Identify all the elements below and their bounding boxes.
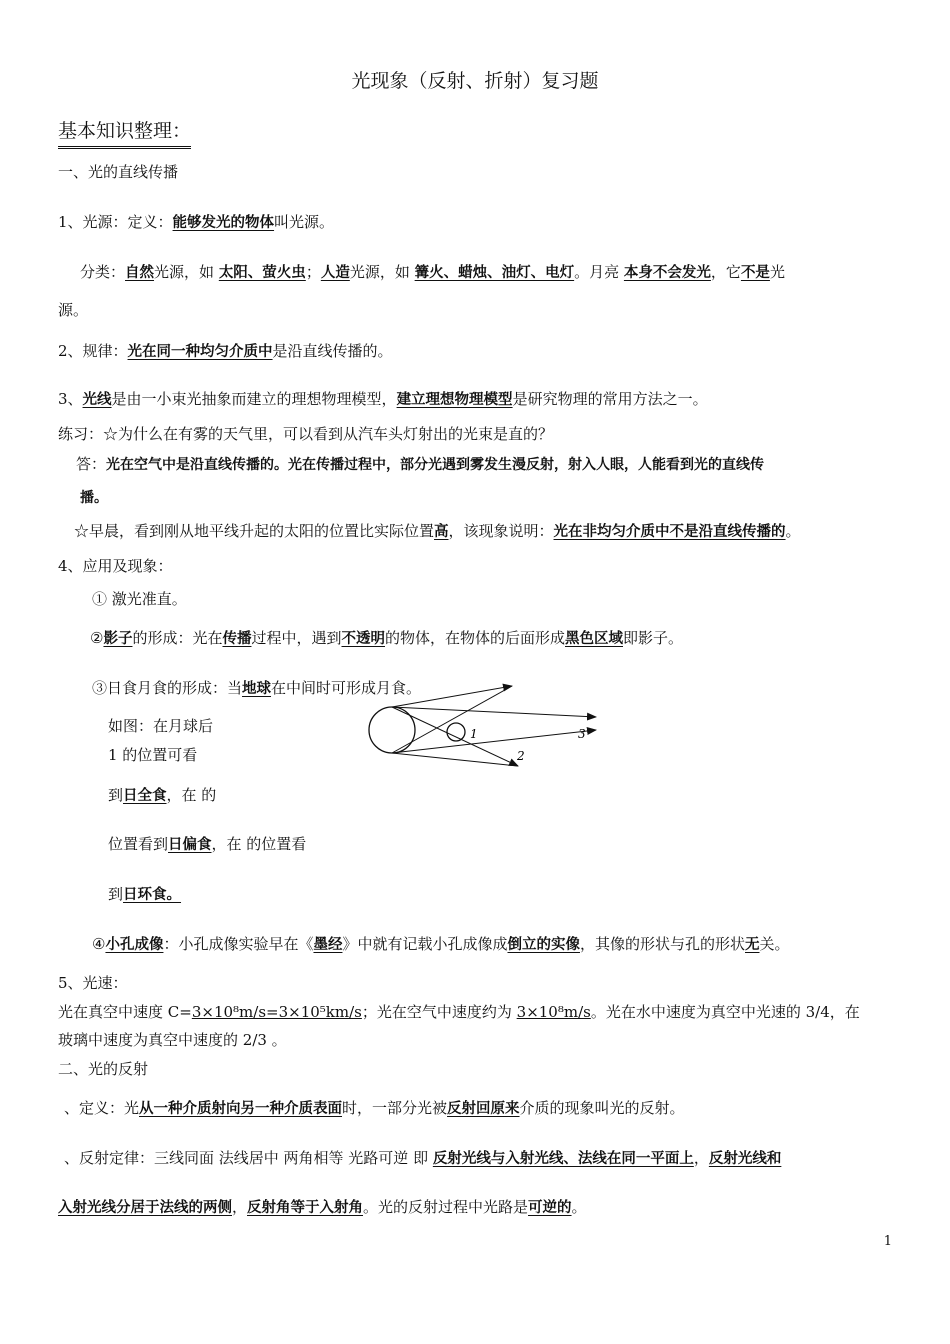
answer: 不是 — [740, 265, 770, 281]
sunrise-exercise — [74, 521, 801, 542]
answer: 不透明 — [341, 631, 385, 647]
section-heading: 基本知识整理： — [58, 118, 191, 149]
reflection-definition — [64, 1098, 685, 1119]
text: 光在真空中速度 C= — [58, 1003, 192, 1021]
text: 光 — [769, 263, 785, 281]
text: 在中间时可形成月食。 — [271, 679, 422, 697]
light-ray-model — [58, 389, 708, 410]
text: 、反射定律：三线同面 法线居中 两角相等 光路可逆 即 — [64, 1149, 433, 1167]
position-label-2: 2 — [517, 749, 525, 763]
answer: 光在同一种均匀介质中 — [127, 344, 273, 360]
text: 是研究物理的常用方法之一。 — [512, 390, 708, 408]
text: 2、规律： — [58, 342, 128, 360]
text: 过程中，遇到 — [251, 629, 342, 647]
answer: 光线 — [82, 392, 112, 408]
total-eclipse-line — [108, 785, 216, 806]
text: 位置看到 — [108, 835, 169, 853]
text: ， — [232, 1198, 248, 1216]
text: 到 — [108, 885, 124, 903]
answer: 能够发光的物体 — [172, 215, 275, 231]
exercise-question: 练习：☆为什么在有雾的天气里，可以看到从汽车头灯射出的光束是直的？ — [58, 425, 554, 443]
answer: 黑色区域 — [565, 631, 623, 647]
text: 。 — [571, 1198, 587, 1216]
answer: 反射角等于入射角 — [247, 1200, 364, 1216]
answer: 传播 — [222, 631, 252, 647]
answer: 太阳、萤火虫 — [218, 265, 306, 281]
text: 、定义：光 — [64, 1099, 140, 1117]
answer: 篝火、蜡烛、油灯、电灯 — [414, 265, 575, 281]
text: ， — [693, 1149, 709, 1167]
answer: 入射光线分居于法线的两侧 — [58, 1200, 232, 1216]
text-line: 1 的位置可看 — [108, 746, 198, 764]
page-number: 1 — [883, 1234, 892, 1249]
text: 介质的现象叫光的反射。 — [519, 1099, 685, 1117]
answer: 光在非均匀介质中不是沿直线传播的 — [553, 524, 786, 540]
laser-alignment: ① 激光准直。 — [92, 590, 187, 608]
light-source-definition — [58, 212, 334, 233]
text: ③日食月食的形成：当 — [92, 679, 243, 697]
partial-eclipse-line — [108, 834, 306, 855]
answer: 无 — [745, 937, 760, 953]
text: ，在 的位置看 — [211, 835, 307, 853]
text: 分类： — [80, 263, 126, 281]
answer: 从一种介质射向另一种介质表面 — [139, 1101, 343, 1117]
answer: 可逆的 — [528, 1200, 572, 1216]
text: 1、光源：定义： — [58, 213, 173, 231]
text: 答： — [76, 455, 107, 473]
position-label-3: 3 — [578, 727, 586, 741]
text: 的形成：光在 — [132, 629, 223, 647]
text: 是沿直线传播的。 — [272, 342, 393, 360]
propagation-rule — [58, 341, 393, 362]
text: 即影子。 — [623, 629, 684, 647]
answer: 墨经 — [313, 937, 343, 953]
text: ，该现象说明： — [448, 522, 554, 540]
text-line: 源。 — [58, 301, 89, 319]
answer: 人造 — [320, 265, 350, 281]
text: 3、 — [58, 390, 83, 408]
text: ；光在空气中速度约为 — [361, 1003, 517, 1021]
text: ，它 — [710, 263, 741, 281]
text: 。光的反射过程中光路是 — [363, 1198, 529, 1216]
ray-line — [392, 707, 518, 766]
section-1-title: 一、光的直线传播 — [58, 163, 179, 181]
answer: 高 — [434, 524, 449, 540]
text: ④ — [92, 935, 106, 953]
answer: 日全食 — [123, 788, 167, 804]
text-line: 如图：在月球后 — [108, 717, 214, 735]
text: ； — [305, 263, 321, 281]
answer: 播。 — [80, 490, 108, 506]
text: 到 — [108, 786, 124, 804]
text: 。光在水中速度为真空中光速的 3/4，在 — [590, 1003, 860, 1021]
exercise-answer — [76, 454, 764, 475]
text: 。 — [785, 522, 801, 540]
answer: 3×10⁸m/s=3×10⁵km/s — [191, 1003, 362, 1021]
section-2-title: 二、光的反射 — [58, 1060, 149, 1078]
text-line: 玻璃中速度为真空中速度的 2/3 。 — [58, 1031, 287, 1049]
speed-title: 5、光速： — [58, 974, 128, 992]
text: ：小孔成像实验早在《 — [163, 935, 314, 953]
answer: 3×10⁸m/s — [516, 1003, 591, 1021]
sun-circle — [369, 707, 415, 753]
answer: 倒立的实像 — [507, 937, 580, 953]
answer: 本身不会发光 — [623, 265, 711, 281]
answer: 日环食。 — [123, 887, 182, 903]
answer: 反射光线与入射光线、法线在同一平面上 — [432, 1151, 694, 1167]
page-title: 光现象（反射、折射）复习题 — [351, 70, 599, 92]
answer: 建立理想物理模型 — [396, 392, 513, 408]
text: 》中就有记载小孔成像成 — [342, 935, 508, 953]
position-label-1: 1 — [470, 727, 478, 741]
answer: 小孔成像 — [105, 937, 164, 953]
eclipse-diagram — [360, 680, 610, 770]
answer: 地球 — [242, 681, 272, 697]
text: 。月亮 — [574, 263, 620, 281]
text: ☆早晨，看到刚从地平线升起的太阳的位置比实际位置 — [74, 522, 435, 540]
text: ，其像的形状与孔的形状 — [579, 935, 745, 953]
moon-circle — [447, 723, 465, 741]
reflection-law-continued — [58, 1197, 587, 1218]
shadow-formation — [90, 628, 683, 649]
ray-line — [392, 730, 596, 753]
text: 关。 — [759, 935, 790, 953]
light-source-classification — [80, 262, 785, 283]
text: 光源，如 — [154, 263, 215, 281]
ray-line — [392, 707, 596, 717]
text: 是由一小束光抽象而建立的理想物理模型， — [111, 390, 397, 408]
annular-eclipse-line — [108, 884, 181, 905]
text: 时，一部分光被 — [342, 1099, 448, 1117]
text: ，在 的 — [166, 786, 217, 804]
speed-of-light — [58, 1002, 860, 1022]
text: 光源，如 — [349, 263, 410, 281]
answer: 反射光线和 — [708, 1151, 782, 1167]
answer: 影子 — [103, 631, 133, 647]
text: ② — [90, 629, 104, 647]
text: 的物体，在物体的后面形成 — [384, 629, 565, 647]
reflection-law — [64, 1148, 781, 1169]
applications-title: 4、应用及现象： — [58, 557, 173, 575]
answer: 自然 — [125, 265, 155, 281]
pinhole-imaging — [92, 934, 790, 955]
answer: 光在空气中是沿直线传播的。光在传播过程中，部分光遇到雾发生漫反射，射入人眼，人能看到光的直线传 — [106, 457, 765, 473]
text: 叫光源。 — [274, 213, 335, 231]
answer: 日偏食 — [168, 837, 212, 853]
answer: 反射回原来 — [447, 1101, 520, 1117]
ray-line — [392, 753, 518, 766]
